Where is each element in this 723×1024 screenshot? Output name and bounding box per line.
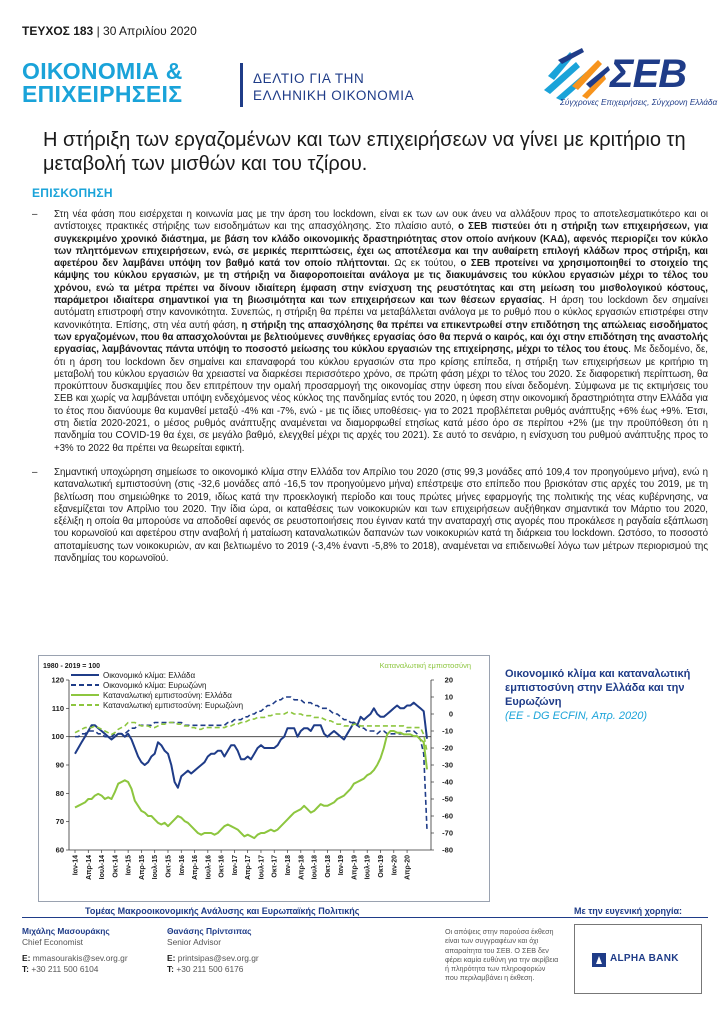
overview-bullet <box>32 467 708 565</box>
logo-wordmark: ΣΕΒ <box>610 52 687 96</box>
x-tick-label: Οκτ-18 <box>324 855 332 878</box>
contact-role: Chief Economist <box>22 937 83 947</box>
issue-info: ΤΕΥΧΟΣ 183 | 30 Απριλίου 2020 <box>22 24 197 38</box>
bullet-text: . Ως εκ τούτου, <box>387 258 461 270</box>
x-tick-label: Οκτ-19 <box>378 855 386 878</box>
headline: Η στήριξη των εργαζομένων και των επιχειρήσεων να γίνει με κριτήριο τη μεταβολή των μισθών και του τζίρου. <box>43 129 686 175</box>
bullet-emphasis: η στήριξη της απασχόλησης θα πρέπει να επικεντρωθεί στην επιδότηση της απώλειας εισοδήματος των εργαζομένων, που θα απασχολούνται με βελτιούμενες συνθήκες εργασίας όσο θα περνά ο καιρός, και όχι στην επιδότηση της αναστολής εργασίας, λαμβάνοντας πάντα υπόψη το ποσοστό μείωσης του κύκλου εργασιών της επιχείρησης, μέχρι το τέλος του έτους <box>54 319 708 356</box>
x-tick-label: Ιαν-18 <box>285 855 293 876</box>
y-right-tick-label: -80 <box>442 845 453 855</box>
phone-label: T: <box>22 964 29 974</box>
bulletin-subtitle <box>253 70 414 104</box>
x-tick-label: Ιουλ-14 <box>99 855 107 880</box>
contact-card <box>167 926 259 975</box>
legend-label: Καταναλωτική εμπιστοσύνη: Ελλάδα <box>103 691 232 700</box>
x-tick-label: Ιαν-20 <box>391 855 399 876</box>
bullet-text: Στη νέα φάση που εισέρχεται η κοινωνία μας με την άρση του lockdown, είναι εκ των ων ουκ άνευ να αλλάξουν προς το αποτελεσματικότερο και οι αντίστοιχες πρακτικές στήριξης των εισοδημάτων και της απασχόλησης. Στο πλαίσιο αυτό, <box>54 209 708 233</box>
x-tick-label: Οκτ-17 <box>271 855 279 878</box>
bulletin-subtitle-line1: ΔΕΛΤΙΟ ΓΙΑ ΤΗΝ <box>253 71 365 86</box>
overview-bullets <box>32 209 708 565</box>
publication-title-line1: ΟΙΚΟΝΟΜΙΑ & <box>22 58 183 84</box>
bullet-text: Σημαντική υποχώρηση σημείωσε το οικονομικό κλίμα στην Ελλάδα τον Απρίλιο του 2020 (στις 99,3 μονάδες από 109,4 τον προηγούμενο μήνα), ενώ η καταναλωτική εμπιστοσύνη (στις -32,6 μονάδες από -16,5 τον προηγούμενο μήνα) επέστρεψε στο επίπεδο που βρισκόταν στις αρχές του 2019, με τη βελτίωση που σημειώθηκε το 2019, ιδίως κατά την προεκλογική περίοδο και τους πρώτες μήνες εφαρμογής της πολιτικής της νέας κυβέρνησης, να εξανεμίζεται τον Απρίλιο του 2020. Την ίδια ώρα, οι καταθέσεις των νοικοκυριών και των επιχειρήσεων αυξήθηκαν σημαντικά τον Μάρτιο του 2020, εξέλιξη η οποία θα μπορούσε να αποδοθεί αφενός σε ρευστοποιήσεις που έγιναν κατά την αναταραχή στις αγορές που προκάλεσε η ραγδαία εξάπλωση του κορωνοϊού και αφετέρου στην αναβολή ή ματαίωση καταναλωτικών δαπανών των νοικοκυριών κατά τη διάρκεια του lockdown. Ωστόσο, το ποσοστό αποταμίευσης των νοικοκυριών, αν και βελτιωμένο το 2019 (-3,4% έναντι -5,8% το 2018), αναμένεται να επιδεινωθεί λόγω των μέτρων περιορισμού της πανδημίας του κορωνοϊού. <box>54 466 708 565</box>
y-right-tick-label: 10 <box>444 692 453 702</box>
phone-label: T: <box>167 964 174 974</box>
x-tick-label: Ιαν-19 <box>338 855 346 876</box>
issue-date: 30 Απριλίου 2020 <box>103 24 197 38</box>
contact-name: Θανάσης Πρίντσιπας <box>167 926 252 936</box>
x-tick-label: Ιουλ-16 <box>205 855 213 880</box>
contact-card <box>22 926 128 975</box>
sponsor-name: ALPHA BANK <box>610 953 679 964</box>
y-left-tick-label: 120 <box>51 675 64 685</box>
y-right-tick-label: -60 <box>442 811 453 821</box>
chart-index-note: 1980 - 2019 = 100 <box>43 663 101 670</box>
disclaimer: Οι απόψεις στην παρούσα έκθεση είναι των συγγραφέων και όχι απαραίτητα του ΣΕΒ. Ο ΣΕΒ δεν φέρει καμία ευθύνη για την ακρίβεια ή πληρότητα των πληροφοριών που περιλαμβάνει η έκθεση. <box>445 927 559 983</box>
bullet-dash: – <box>32 466 38 478</box>
contact-phone: +30 211 500 6104 <box>31 964 99 974</box>
chart-panel <box>38 655 490 902</box>
x-tick-label: Ιουλ-15 <box>152 855 160 880</box>
email-label: E: <box>167 953 176 963</box>
footer-unit: Τομέας Μακροοικονομικής Ανάλυσης και Ευρωπαϊκής Πολιτικής <box>85 906 360 916</box>
bullet-emphasis: ο ΣΕΒ προτείνει να χρησιμοποιηθεί το στοιχείο της κάμψης του κύκλου εργασιών, με τη στήριξη να διαφοροποιείται ανάλογα με τις διακυμάνσεις του κύκλου εργασιών μέχρι το τέλος του χρόνου, ενώ τα μέτρα πρέπει να δίνουν ιδιαίτερη έμφαση στην ενίσχυση της ρευστότητας και στη μείωση του μισθολογικού κόστους, παράμετροι ιδιαίτερα σημαντικοί για τη βιωσιμότητα και των επιχειρήσεων και των θέσεων εργασίας <box>54 258 708 307</box>
publication-title <box>22 60 183 106</box>
y-right-tick-label: -70 <box>442 828 453 838</box>
contact-phone: +30 211 500 6176 <box>176 964 244 974</box>
x-tick-label: Απρ-18 <box>298 855 306 880</box>
logo-tagline: Σύγχρονες Επιχειρήσεις, Σύγχρονη Ελλάδα <box>560 98 718 107</box>
x-tick-label: Ιουλ-17 <box>258 855 266 880</box>
legend-label: Οικονομικό κλίμα: Ευρωζώνη <box>103 681 207 690</box>
section-title: ΕΠΙΣΚΟΠΗΣΗ <box>32 186 113 200</box>
x-tick-label: Ιαν-16 <box>178 855 186 876</box>
footer-sponsor-thanks: Με την ευγενική χορηγία: <box>574 906 683 916</box>
chart-caption-source: (EE - DG ECFIN, Απρ. 2020) <box>505 710 648 722</box>
bulletin-subtitle-line2: ΕΛΛΗΝΙΚΗ ΟΙΚΟΝΟΜΙΑ <box>253 88 415 103</box>
x-tick-label: Απρ-19 <box>351 855 359 880</box>
publication-title-line2: ΕΠΙΧΕΙΡΗΣΕΙΣ <box>22 81 183 107</box>
x-tick-label: Οκτ-16 <box>218 855 226 878</box>
x-tick-label: Απρ-14 <box>85 855 93 880</box>
x-tick-label: Οκτ-15 <box>165 855 173 878</box>
y-right-tick-label: -50 <box>442 794 453 804</box>
issue-number: ΤΕΥΧΟΣ 183 <box>22 24 94 38</box>
bullet-emphasis: ο ΣΕΒ πιστεύει ότι η στήριξη των επιχειρήσεων, για συγκεκριμένο χρονικό διάστημα, με βάση τον κλάδο οικονομικής δραστηριότητας στον οποίο ανήκουν (ΚΑΔ), αφενός περιορίζει τον κύκλο των πληττόμενων επιχειρήσεων, ενώ, σε μερικές περιπτώσεις, έχει ως αποτέλεσμα και την αυθαίρετη επιλογή κλάδων προς στήριξη, και αφετέρου δεν λαμβάνει υπόψη τον βαθμό κατά τον οποίο πλήττονται <box>54 221 708 270</box>
y-right-tick-label: 0 <box>448 709 453 719</box>
y-left-tick-label: 60 <box>55 845 64 855</box>
x-tick-label: Ιουλ-18 <box>311 855 319 880</box>
footer-divider <box>22 917 708 918</box>
y-right-tick-label: -10 <box>442 726 453 736</box>
alpha-bank-logo-icon <box>592 953 606 967</box>
bullet-text: . Με δεδομένο, δε, ότι η άρση του lockdown δεν σημαίνει και επαναφορά του κύκλου εργασιών στα προ κρίσης επίπεδα, η στήριξη των επιχειρήσεων με κριτήριο τη μεταβολή του κύκλου εργασιών θα χρειαστεί να διαρκέσει περισσότερο χρόνο, σε πρώτη φάση μέχρι το τέλος του 2020. Σε διαφορετική περίπτωση, θα προκύπτουν δυσκαμψίες που δεν επιτρέπουν την ομαλή προσαρμογή της οικονομίας στην ύφεση που είναι δεδομένη. Σύμφωνα με τις εκτιμήσεις του ΣΕΒ και χωρίς να λαμβάνεται υπόψη ενδεχόμενος νέος κύκλος της πανδημίας εντός του 2020, η ύφεση στην οικονομική δραστηριότητα στην Ελλάδα για το έτος που διανύουμε θα κυμανθεί μεταξύ -4% και -7%, ενώ - με τις ίδιες υποθέσεις- για το 2021 προβλέπεται ρυθμός ανάπτυξης +6% έως +9%. Έτσι, στη διετία 2020-2021, ο μέσος ρυθμός ανάπτυξης αναμένεται να διαμορφωθεί ετησίως κατά μέσο όρο σε περίπου +2% (με την προϋπόθεση ότι η πανδημία του COVID-19 θα έχει, σε μεγάλο βαθμό, ελεγχθεί μέχρι τις αρχές του 2021). Σε αυτό το σενάριο, η ενίσχυση του ρυθμού ανάπτυξης προς το +3% το 2022 θα πρέπει να θεωρείται εφικτή. <box>54 344 708 454</box>
overview-bullet <box>32 209 708 455</box>
y-left-tick-label: 110 <box>51 703 64 713</box>
bullet-dash: – <box>32 209 38 220</box>
email-label: E: <box>22 953 31 963</box>
x-tick-label: Απρ-17 <box>245 855 253 880</box>
line-chart <box>39 656 489 901</box>
sponsor-box <box>574 924 702 994</box>
x-tick-label: Οκτ-14 <box>112 855 120 878</box>
x-tick-label: Απρ-15 <box>138 855 146 880</box>
chart-caption-title: Οικονομικό κλίμα και καταναλωτική εμπιστοσύνη στην Ελλάδα και την Ευρωζώνη <box>505 668 691 708</box>
title-divider <box>240 63 243 107</box>
y-left-tick-label: 80 <box>55 788 64 798</box>
x-tick-label: Ιαν-17 <box>231 855 239 876</box>
contact-email[interactable]: mmasourakis@sev.org.gr <box>32 953 128 963</box>
y-right-tick-label: -20 <box>442 743 453 753</box>
legend-label: Καταναλωτική εμπιστοσύνη: Ευρωζώνη <box>103 701 244 710</box>
series-line-2 <box>75 731 427 838</box>
x-tick-label: Απρ-16 <box>192 855 200 880</box>
series-line-1 <box>75 697 427 830</box>
bullet-text: . Η άρση του lockdown δεν σημαίνει αυτόματη επιστροφή στην κανονικότητα. Συνεπώς, η στήριξη θα πρέπει να μεταβάλλεται ανάλογα με το ρυθμό που ο κύκλος εργασιών επιστρέφει στην κανονικότητα. Επίσης, στη νέα αυτή φάση, <box>54 295 708 331</box>
y-left-tick-label: 90 <box>55 760 64 770</box>
x-tick-label: Ιαν-15 <box>125 855 133 876</box>
y-right-tick-label: -40 <box>442 777 453 787</box>
legend-label: Οικονομικό κλίμα: Ελλάδα <box>103 671 196 680</box>
chart-caption <box>505 667 715 723</box>
series-line-0 <box>75 703 427 788</box>
right-axis-title: Καταναλωτική εμπιστοσύνη <box>379 661 471 670</box>
x-tick-label: Απρ-20 <box>404 855 412 880</box>
y-left-tick-label: 70 <box>55 817 64 827</box>
y-right-tick-label: -30 <box>442 760 453 770</box>
contact-role: Senior Advisor <box>167 937 221 947</box>
y-right-tick-label: 20 <box>444 675 453 685</box>
x-tick-label: Ιουλ-19 <box>364 855 372 880</box>
contact-name: Μιχάλης Μασουράκης <box>22 926 110 936</box>
y-left-tick-label: 100 <box>51 732 64 742</box>
contact-email[interactable]: printsipas@sev.org.gr <box>177 953 259 963</box>
x-tick-label: Ιαν-14 <box>72 855 80 876</box>
